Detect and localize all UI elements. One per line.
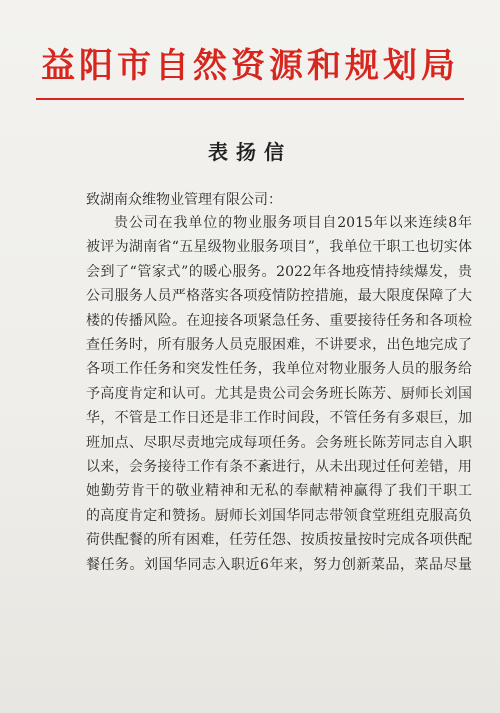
body-line: 的高度肯定和赞扬。厨师长刘国华同志带领食堂班组克服高负	[86, 507, 472, 524]
body-line: 荷供配餐的所有困难，任劳任怨、按质按量按时完成各项供配	[86, 532, 472, 549]
body-line: 查任务时，所有服务人员克服困难，不讲要求，出色地完成了	[86, 337, 472, 354]
body-line: 班加点、尽职尽责地完成每项任务。会务班长陈芳同志自入职	[86, 434, 472, 451]
body-line: 餐任务。刘国华同志入职近6年来，努力创新菜品，菜品尽量	[86, 556, 472, 573]
body-line: 以来，会务接待工作有条不紊进行，从未出现过任何差错，用	[86, 459, 472, 476]
letterhead-organization-name: 益阳市自然资源和规划局	[41, 46, 459, 86]
body-line: 公司服务人员严格落实各项疫情防控措施，最大限度保障了大	[86, 288, 472, 305]
body-line: 会到了“管家式”的暖心服务。2022年各地疫情持续爆发，贵	[86, 263, 472, 280]
body-line: 贵公司在我单位的物业服务项目自2015年以来连续8年	[114, 215, 472, 231]
body-line: 她勤劳肯干的敬业精神和无私的奉献精神赢得了我们干职工	[86, 483, 472, 500]
body-line: 各项工作任务和突发性任务，我单位对物业服务人员的服务给	[86, 361, 472, 378]
body-line: 被评为湖南省“五星级物业服务项目”，我单位干职工也切实体	[86, 239, 472, 256]
letter-salutation: 致湖南众维物业管理有限公司：	[86, 192, 282, 208]
letter-body	[86, 211, 472, 577]
letter-title: 表扬信	[208, 140, 292, 164]
letterhead-red-rule	[36, 98, 464, 100]
body-line: 楼的传播风险。在迎接各项紧急任务、重要接待任务和各项检	[86, 312, 472, 329]
body-line: 予高度肯定和认可。尤其是贵公司会务班长陈芳、厨师长刘国	[86, 385, 472, 402]
body-line: 华，不管是工作日还是非工作时间段，不管任务有多艰巨，加	[86, 410, 472, 427]
